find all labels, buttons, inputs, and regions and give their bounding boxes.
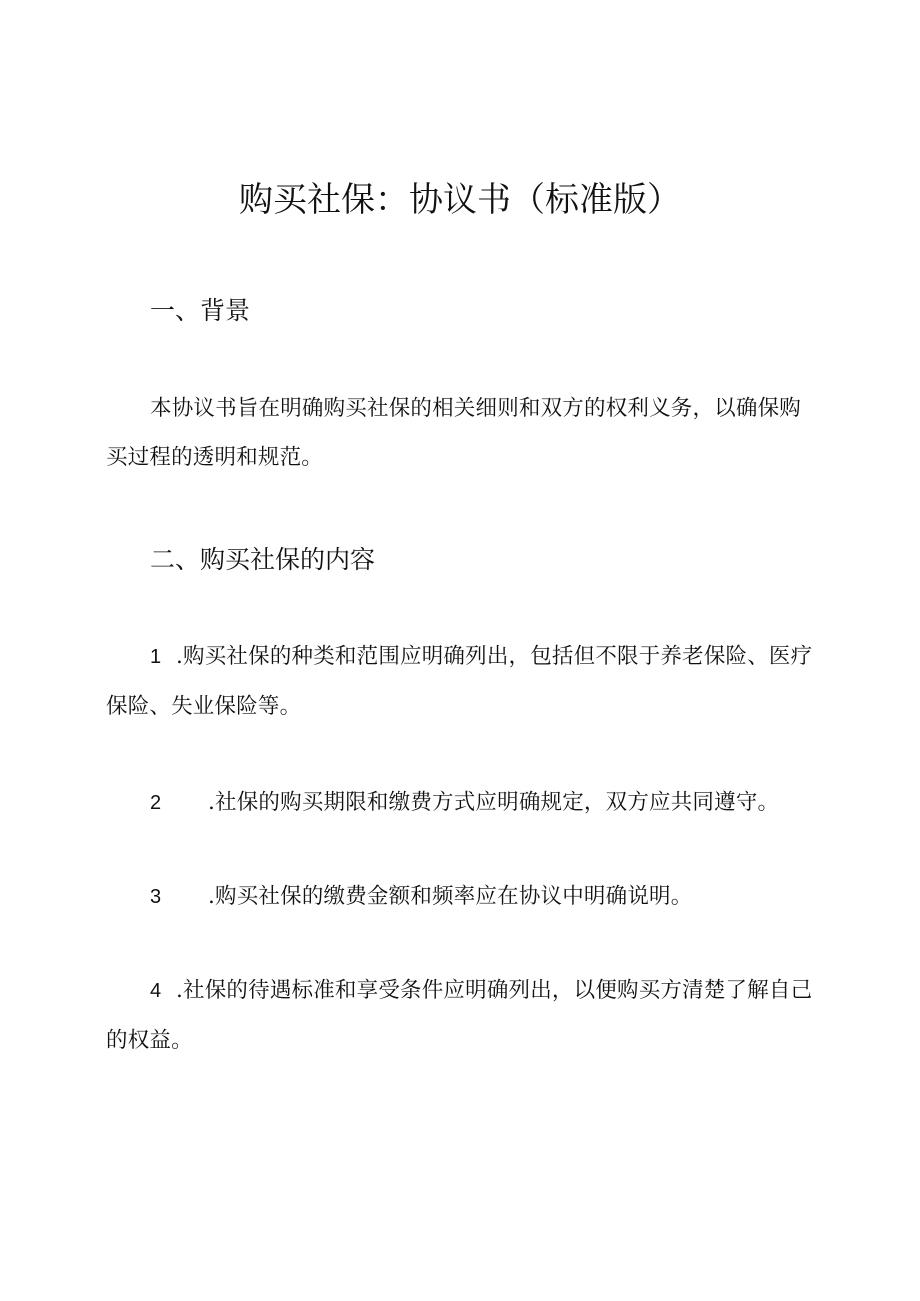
list-item-number: 1 — [150, 646, 162, 668]
list-item-text: .社保的待遇标准和享受条件应明确列出，以便购买方清楚了解自己的权益。 — [106, 978, 813, 1053]
list-item — [106, 966, 818, 1065]
list-item-number: 4 — [150, 980, 162, 1002]
section-heading-content: 二、购买社保的内容 — [150, 545, 376, 574]
list-item-text: .购买社保的种类和范围应明确列出，包括但不限于养老保险、医疗保险、失业保险等。 — [106, 644, 813, 719]
list-item-text: .购买社保的缴费金额和频率应在协议中明确说明。 — [208, 884, 693, 909]
list-item — [106, 778, 818, 828]
section-heading-background: 一、背景 — [150, 296, 251, 325]
list-item-number: 2 — [150, 792, 162, 814]
background-paragraph: 本协议书旨在明确购买社保的相关细则和双方的权利义务，以确保购买过程的透明和规范。 — [106, 396, 802, 470]
list-item-number: 3 — [150, 886, 162, 908]
list-item — [106, 632, 818, 731]
list-item — [106, 872, 818, 922]
list-item-text: .社保的购买期限和缴费方式应明确规定，双方应共同遵守。 — [208, 790, 780, 815]
document-title: 购买社保：协议书（标准版） — [239, 180, 681, 220]
